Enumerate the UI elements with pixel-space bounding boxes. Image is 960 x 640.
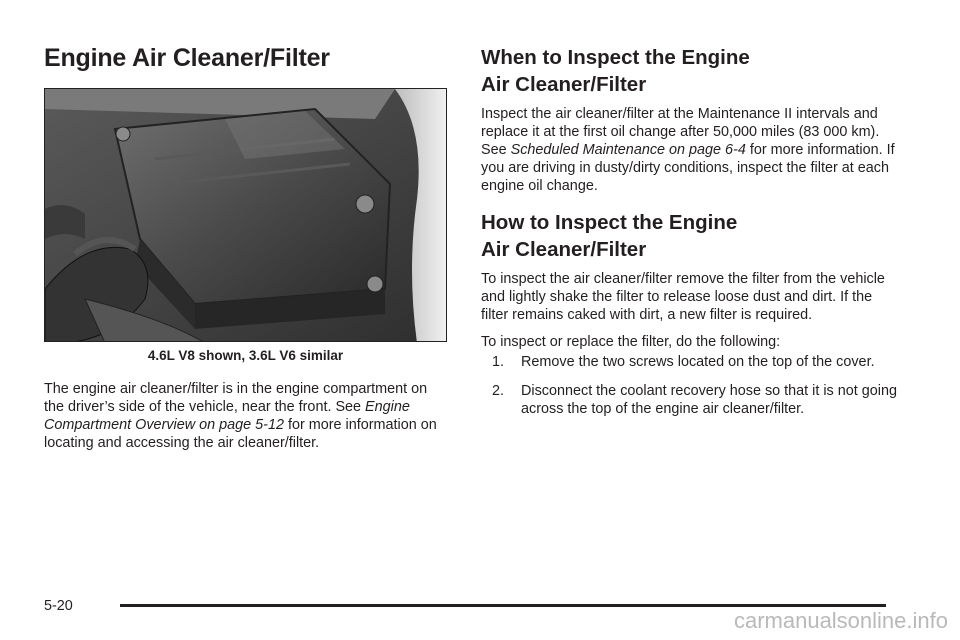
footer-rule [120, 604, 886, 607]
right-column [481, 44, 901, 429]
engine-air-cleaner-photo [44, 88, 447, 342]
para-text: Inspect the air cleaner/filter at the Maintenance II intervals and replace it at the first oil change after 50,000 miles (83 000 km). See [481, 106, 880, 158]
left-para-text: The engine air cleaner/filter is in the engine compartment on the driver’s side of the vehicle, near the front. See [44, 381, 428, 415]
section-title-line: How to Inspect the Engine [481, 211, 738, 234]
section-how-to-inspect-title [481, 209, 901, 263]
left-para-text-end: for more information on locating and accessing the air cleaner/filter. [44, 417, 437, 451]
section-when-to-inspect-title [481, 44, 901, 98]
photo-caption: 4.6L V8 shown, 3.6L V6 similar [147, 348, 344, 363]
steps-list [481, 353, 901, 418]
when-to-inspect-paragraph [481, 105, 901, 195]
scheduled-maintenance-link[interactable]: Scheduled Maintenance on page 6-4 [510, 142, 746, 158]
engine-compartment-overview-link[interactable]: Engine Compartment Overview on page 5-12 [44, 399, 410, 433]
page-number: 5-20 [44, 598, 73, 614]
para-text-end: for more information. If you are driving in dusty/dirty conditions, inspect the filter at each engine oil change. [481, 142, 895, 194]
section-title-line: Air Cleaner/Filter [481, 73, 647, 96]
section-title-line: Air Cleaner/Filter [481, 238, 647, 261]
step-text: Disconnect the coolant recovery hose so that it is not going across the top of the engine air cleaner/filter. [521, 383, 897, 417]
how-to-inspect-paragraph: To inspect the air cleaner/filter remove the filter from the vehicle and lightly shake the filter to release loose dust and dirt. If the filter remains caked with dirt, a new filter is required. [481, 271, 885, 323]
list-item [492, 353, 901, 371]
left-paragraph [44, 380, 448, 452]
instructions-intro: To inspect or replace the filter, do the following: [481, 334, 781, 350]
watermark: carmanualsonline.info [733, 608, 948, 633]
step-number: 2. [492, 383, 505, 399]
section-title-line: When to Inspect the Engine [481, 46, 750, 69]
list-item [492, 382, 901, 418]
page-title: Engine Air Cleaner/Filter [44, 44, 330, 72]
step-number: 1. [492, 354, 505, 370]
engine-bay-illustration [45, 89, 447, 342]
step-text: Remove the two screws located on the top of the cover. [521, 354, 875, 370]
left-column [44, 42, 448, 74]
